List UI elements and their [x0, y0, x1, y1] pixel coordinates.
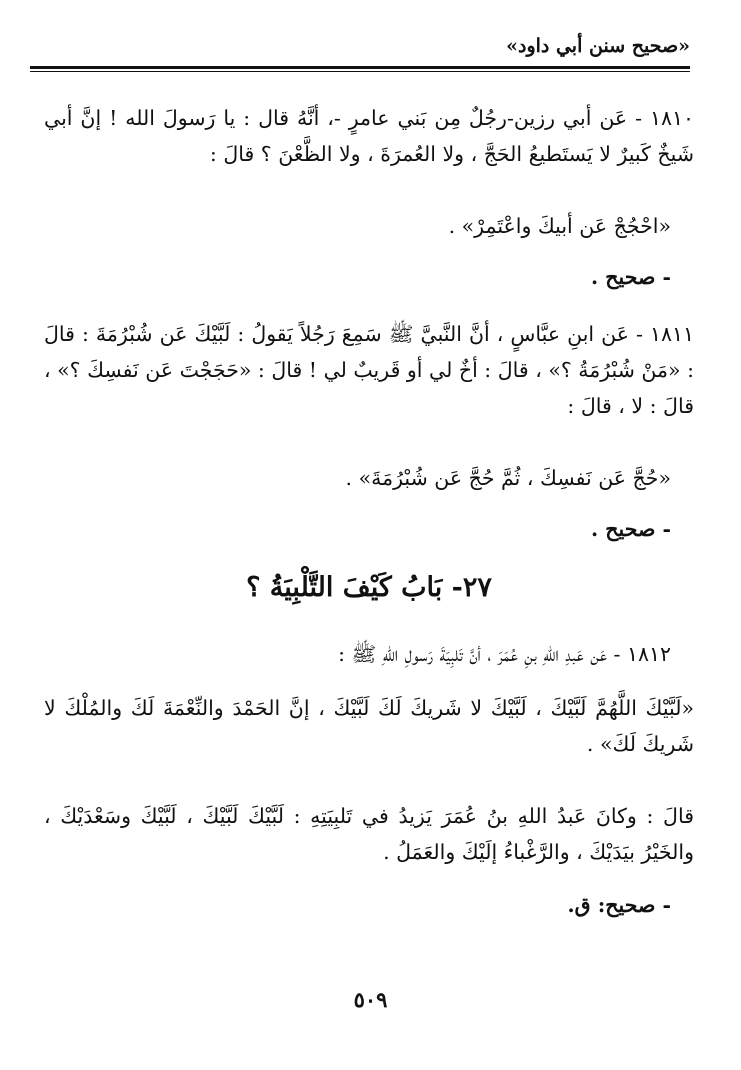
hadith-1812-intro: ١٨١٢ - عَن عَبدِ اللهِ بنِ عُمَرَ ، أنَّ تَلبِيَةَ رَسولِ اللهِ ﷺ :	[338, 642, 671, 666]
hadith-1812-talbiya: «لَبَّيْكَ اللَّهُمَّ لَبَّيْكَ ، لَبَّيْكَ لا شَريكَ لَكَ لَبَّيْكَ ، إنَّ الحَمْدَ والنِّعْمَةَ لَكَ والمُلْكَ لا شَريكَ لَكَ» .	[44, 696, 694, 756]
hadith-1810-text: ١٨١٠ - عَن أبي رزين-رجُلٌ مِن بَني عامرٍ -، أنَّهُ قال : يا رَسولَ الله ! إنَّ أبي شَيخٌ كَبيرٌ لا يَستَطيعُ الحَجَّ ، ولا العُمرَةَ ، ولا الظَّعْنَ ؟ قالَ :	[44, 106, 694, 166]
hadith-1811-grade: - صحيح .	[591, 517, 671, 541]
hadith-1811-prophet-words: «حُجَّ عَن نَفسِكَ ، ثُمَّ حُجَّ عَن شُبْرُمَةَ» .	[345, 466, 671, 490]
header-rule-thin	[30, 71, 690, 72]
running-header: «صحيح سنن أبي داود»	[506, 35, 690, 57]
page-number: ٥٠٩	[353, 987, 388, 1012]
hadith-1812-grade: - صحيح: ق.	[567, 893, 671, 917]
header-rule-thick	[30, 66, 690, 69]
hadith-1811-text: ١٨١١ - عَن ابنِ عبَّاسٍ ، أنَّ النَّبيَّ ﷺ سَمِعَ رَجُلاً يَقولُ : لَبَّيْكَ عَن شُبْرُمَةَ : قالَ : «مَنْ شُبْرُمَةُ ؟» ، قالَ : أخٌ لي أو قَريبٌ لي ! قالَ : «حَجَجْتَ عَن نَفسِكَ ؟» ، قالَ : لا ، قالَ :	[44, 322, 694, 418]
hadith-1810-grade: - صحيح .	[591, 265, 671, 289]
hadith-1812-addition: قالَ : وكانَ عَبدُ اللهِ بنُ عُمَرَ يَزيدُ في تَلبِيَتِهِ : لَبَّيْكَ لَبَّيْكَ ، لَبَّيْكَ وسَعْدَيْكَ ، والخَيْرُ بيَدَيْكَ ، والرَّغْباءُ إلَيْكَ والعَمَلُ .	[44, 804, 694, 864]
hadith-1810-prophet-words: «احْجُجْ عَن أبيكَ واعْتَمِرْ» .	[448, 214, 671, 238]
chapter-heading: ٢٧- بَابُ كَيْفَ التَّلْبِيَةُ ؟	[246, 572, 492, 603]
